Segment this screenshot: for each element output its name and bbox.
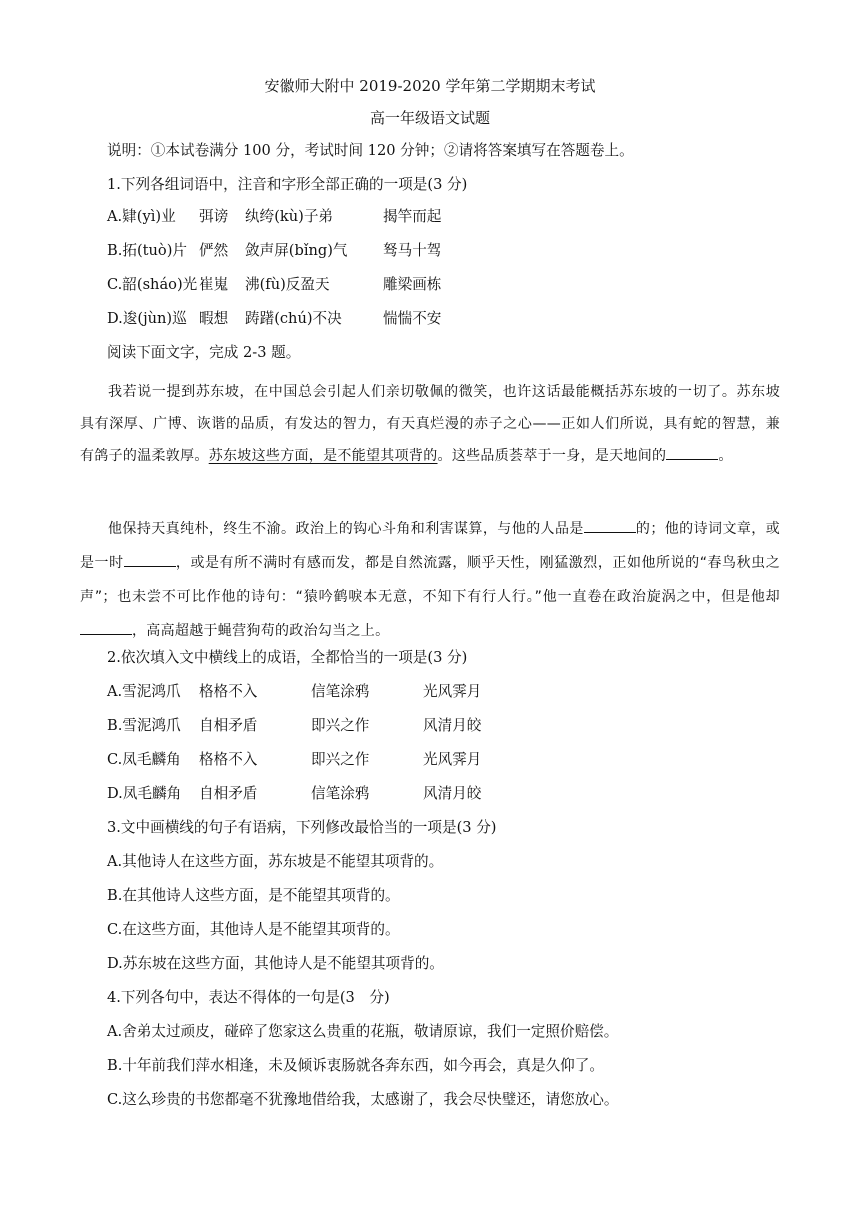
exam-subtitle: 高一年级语文试题 [369,109,490,127]
q1-option-b [107,241,441,261]
q2-b-3: 即兴之作 [311,717,370,734]
passage-p1-end: 。 [718,448,733,464]
q1-c-3: 沸(fù)反盈天 [245,276,330,293]
q1-option-c [107,275,441,295]
instructions: 说明：①本试卷满分 100 分，考试时间 120 分钟；②请将答案填写在答题卷上。 [107,142,634,159]
q2-c-3: 即兴之作 [311,751,370,768]
q2-d-1: D.凤毛麟角 [107,785,182,802]
q1-a-4: 揭竿而起 [383,208,442,225]
q1-d-3: 踌躇(chú)不决 [245,310,342,327]
q2-d-2: 自相矛盾 [199,785,258,802]
q2-option-b [107,716,481,736]
passage-paragraph-2 [80,512,780,648]
q3-stem: 3.文中画横线的句子有语病，下列修改最恰当的一项是(3 分) [107,819,497,836]
q1-b-1: B.拓(tuò)片 [107,242,187,259]
q2-a-4: 光风霁月 [423,683,482,700]
q2-a-3: 信笔涂鸦 [311,683,370,700]
q1-stem: 1.下列各组词语中，注音和字形全部正确的一项是(3 分) [107,176,468,193]
q1-c-2: 崔嵬 [199,276,229,293]
q3-option-b: B.在其他诗人这些方面，是不能望其项背的。 [107,887,400,904]
passage-paragraph-1 [80,376,780,472]
passage-p1-text-2: 。这些品质荟萃于一身，是天地间的 [437,448,667,464]
q4-option-b: B.十年前我们萍水相逢，未及倾诉衷肠就各奔东西，如今再会，真是久仰了。 [107,1057,604,1074]
q3-option-d: D.苏东坡在这些方面，其他诗人是不能望其项背的。 [107,955,444,972]
q1-d-4: 惴惴不安 [383,310,442,327]
q2-option-c [107,750,481,770]
q1-b-4: 驽马十驾 [383,242,442,259]
q2-stem: 2.依次填入文中横线上的成语，全都恰当的一项是(3 分) [107,649,468,666]
q2-option-a [107,682,481,702]
q4-stem: 4.下列各句中，表达不得体的一句是(3 分) [107,989,390,1006]
passage-p2-text-a: 他保持天真纯朴，终生不渝。政治上的钩心斗角和利害谋算，与他的人品是 [108,521,584,537]
q4-option-a: A.舍弟太过顽皮，碰碎了您家这么贵重的花瓶，敬请原谅，我们一定照价赔偿。 [107,1023,619,1040]
q1-a-1: A.肄(yì)业 [107,208,176,225]
q1-c-4: 雕梁画栋 [383,276,442,293]
q1-d-2: 暇想 [199,310,229,327]
q1-c-1: C.韶(sháo)光 [107,276,198,293]
reading-intro: 阅读下面文字，完成 2-3 题。 [107,344,301,361]
q1-d-1: D.逡(jùn)巡 [107,310,187,327]
q2-d-4: 风清月皎 [423,785,482,802]
q2-d-3: 信笔涂鸦 [311,785,370,802]
q2-option-d [107,784,481,804]
passage-p2-text-d: ，高高超越于蝇营狗苟的政治勾当之上。 [132,623,390,639]
q2-b-4: 风清月皎 [423,717,482,734]
blank-3 [124,552,176,567]
q1-option-d [107,309,441,329]
q2-c-1: C.凤毛麟角 [107,751,181,768]
exam-title: 安徽师大附中 2019-2020 学年第二学期期末考试 [264,77,596,95]
q1-a-3: 纨绔(kù)子弟 [245,208,334,225]
q2-b-1: B.雪泥鸿爪 [107,717,181,734]
passage-p1-text: 我若说一提到苏东坡，在中国总会引起人们亲切敬佩的微笑，也许这话最能概括苏东坡的一切了。苏东坡具有深厚、广博、诙谐的品质，有发达的智力，有天真烂漫的赤子之心——正如人们所说，具有蛇的智慧，兼有鸽子的温柔敦厚。 [80,384,780,464]
q1-a-2: 弭谤 [199,208,229,225]
blank-2 [584,518,636,533]
q4-option-c: C.这么珍贵的书您都毫不犹豫地借给我，太感谢了，我会尽快璧还，请您放心。 [107,1091,619,1108]
blank-4 [80,620,132,635]
q1-option-a [107,207,441,227]
q1-b-2: 俨然 [199,242,229,259]
q2-a-1: A.雪泥鸿爪 [107,683,181,700]
q3-option-c: C.在这些方面，其他诗人是不能望其项背的。 [107,921,400,938]
q2-c-2: 格格不入 [199,751,258,768]
underlined-sentence: 苏东坡这些方面，是不能望其项背的 [208,448,438,464]
q2-b-2: 自相矛盾 [199,717,258,734]
q1-b-3: 敛声屏(bǐng)气 [245,242,348,259]
passage-p2-text-b: 的；他的诗词文章，或是一时 [80,521,780,571]
q2-c-4: 光风霁月 [423,751,482,768]
passage-p2-text-c: ，或是有所不满时有感而发，都是自然流露，顺乎天性，刚猛激烈，正如他所说的“春鸟秋虫之声”；也未尝不可比作他的诗句：“猿吟鹤唳本无意，不知下有行人行。”他一直卷在政治旋涡之中，但是他却 [80,555,780,605]
q2-a-2: 格格不入 [199,683,258,700]
blank-1 [666,445,718,460]
q3-option-a: A.其他诗人在这些方面，苏东坡是不能望其项背的。 [107,853,444,870]
